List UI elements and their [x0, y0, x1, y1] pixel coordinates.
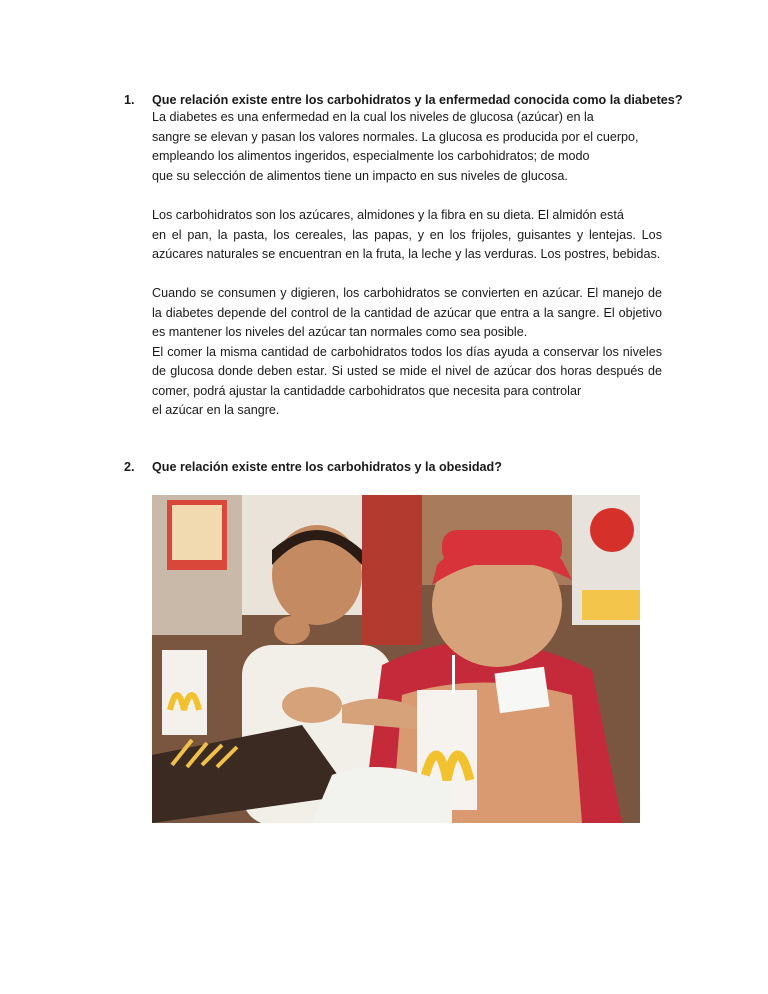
question-1-title: Que relación existe entre los carbohidratos y la enfermedad conocida como la diabetes?: [152, 93, 683, 107]
text-line: azúcares naturales se encuentran en la fruta, la leche y las verduras. Los postres, bebidas.: [152, 247, 661, 261]
q1-paragraph-2: [152, 206, 662, 265]
text-line: sangre se elevan y pasan los valores normales. La glucosa es producida por el cuerpo,: [152, 129, 639, 144]
text-line: de glucosa donde deben estar. Si usted se mide el nivel de azúcar dos horas después de: [152, 364, 662, 378]
text-line: empleando los alimentos ingeridos, especialmente los carbohidratos; de modo: [152, 149, 590, 163]
text-line: el azúcar en la sangre.: [152, 403, 280, 417]
question-1-number: 1.: [124, 93, 135, 107]
fast-food-children-photo: [152, 495, 640, 823]
text-line: La diabetes es una enfermedad en la cual los niveles de glucosa (azúcar) en la: [152, 110, 594, 124]
photo-illustration: [152, 495, 640, 823]
text-line: Cuando se consumen y digieren, los carbohidratos se convierten en azúcar. El manejo de: [152, 286, 662, 300]
text-line: Los carbohidratos son los azúcares, almidones y la fibra en su dieta. El almidón está: [152, 208, 624, 222]
question-2-heading: [124, 458, 502, 477]
question-2-number: 2.: [124, 460, 135, 474]
text-line: El comer la misma cantidad de carbohidratos todos los días ayuda a conservar los niveles: [152, 344, 662, 359]
question-2-title: Que relación existe entre los carbohidratos y la obesidad?: [152, 460, 502, 474]
q1-paragraph-3: [152, 284, 662, 421]
text-line: en el pan, la pasta, los cereales, las papas, y en los frijoles, guisantes y lentejas. Los: [152, 227, 662, 242]
text-line: la diabetes depende del control de la cantidad de azúcar que entra a la sangre. El objetivo: [152, 305, 662, 320]
text-line: comer, podrá ajustar la cantidadde carbohidratos que necesita para controlar: [152, 383, 582, 398]
q1-paragraph-1: [152, 108, 662, 186]
text-line: es mantener los niveles del azúcar tan normales como sea posible.: [152, 325, 528, 339]
text-line: que su selección de alimentos tiene un impacto en sus niveles de glucosa.: [152, 168, 568, 183]
